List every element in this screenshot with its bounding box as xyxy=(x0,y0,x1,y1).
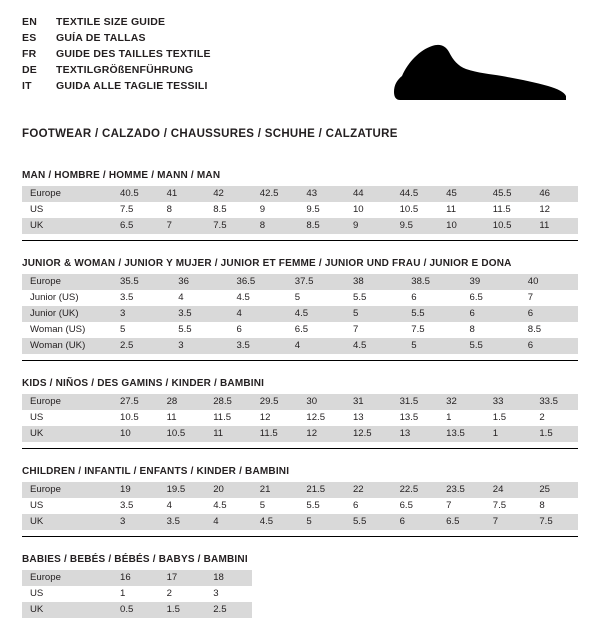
size-cell: 12 xyxy=(252,410,299,426)
size-cell-empty xyxy=(345,570,392,586)
size-cell: 44 xyxy=(345,186,392,202)
section-divider xyxy=(22,240,578,241)
size-cell: 4.5 xyxy=(345,338,403,354)
section-kids xyxy=(22,378,578,449)
size-cell: 4 xyxy=(159,498,206,514)
size-cell: 5 xyxy=(345,306,403,322)
size-cell: 19 xyxy=(112,482,159,498)
table-row xyxy=(22,306,578,322)
size-cell: 8 xyxy=(159,202,206,218)
size-cell: 7.5 xyxy=(531,514,578,530)
size-cell: 12.5 xyxy=(345,426,392,442)
size-cell: 11.5 xyxy=(205,410,252,426)
size-cell: 4 xyxy=(229,306,287,322)
size-cell: 12 xyxy=(531,202,578,218)
language-title: TEXTILE SIZE GUIDE xyxy=(56,16,166,28)
size-cell: 7 xyxy=(159,218,206,234)
size-cell-empty xyxy=(345,602,392,618)
size-cell: 6.5 xyxy=(392,498,439,514)
size-cell: 7 xyxy=(520,290,578,306)
size-cell: 29.5 xyxy=(252,394,299,410)
category-title: FOOTWEAR / CALZADO / CHAUSSURES / SCHUHE / CALZATURE xyxy=(22,128,398,140)
size-table-children xyxy=(22,482,578,530)
row-label: Europe xyxy=(22,482,112,498)
size-cell: 8 xyxy=(462,322,520,338)
row-label: US xyxy=(22,410,112,426)
size-cell: 31.5 xyxy=(392,394,439,410)
size-cell: 32 xyxy=(438,394,485,410)
size-cell: 38 xyxy=(345,274,403,290)
size-cell: 4 xyxy=(205,514,252,530)
row-label: Woman (US) xyxy=(22,322,112,338)
section-babies xyxy=(22,554,578,618)
language-title: GUIDA ALLE TAGLIE TESSILI xyxy=(56,80,208,92)
size-table-junior-woman xyxy=(22,274,578,354)
size-cell: 36.5 xyxy=(229,274,287,290)
size-cell: 6 xyxy=(403,290,461,306)
size-cell: 37.5 xyxy=(287,274,345,290)
size-cell: 27.5 xyxy=(112,394,159,410)
language-row xyxy=(22,32,211,48)
size-cell: 13.5 xyxy=(392,410,439,426)
language-code: IT xyxy=(22,80,32,92)
section-divider xyxy=(22,536,578,537)
size-cell: 23.5 xyxy=(438,482,485,498)
row-label: UK xyxy=(22,514,112,530)
size-cell: 11 xyxy=(438,202,485,218)
size-cell: 1.5 xyxy=(159,602,206,618)
size-cell: 4.5 xyxy=(205,498,252,514)
section-divider xyxy=(22,448,578,449)
size-cell: 6 xyxy=(392,514,439,530)
size-cell: 33 xyxy=(485,394,532,410)
size-cell: 5.5 xyxy=(170,322,228,338)
size-cell: 7.5 xyxy=(485,498,532,514)
size-cell: 42.5 xyxy=(252,186,299,202)
size-cell: 5 xyxy=(252,498,299,514)
size-cell: 6 xyxy=(229,322,287,338)
size-cell-empty xyxy=(392,570,439,586)
size-cell: 45 xyxy=(438,186,485,202)
size-cell: 36 xyxy=(170,274,228,290)
size-cell: 7 xyxy=(438,498,485,514)
size-cell: 21.5 xyxy=(298,482,345,498)
size-cell-empty xyxy=(485,570,532,586)
size-cell: 3 xyxy=(205,586,252,602)
size-cell: 28.5 xyxy=(205,394,252,410)
size-cell: 40 xyxy=(520,274,578,290)
size-table-man xyxy=(22,186,578,234)
size-cell: 46 xyxy=(531,186,578,202)
section-man xyxy=(22,170,578,241)
size-cell: 6 xyxy=(462,306,520,322)
size-cell: 6 xyxy=(345,498,392,514)
size-cell: 0.5 xyxy=(112,602,159,618)
size-cell: 5.5 xyxy=(462,338,520,354)
size-cell: 1 xyxy=(112,586,159,602)
size-cell: 10 xyxy=(345,202,392,218)
size-cell: 35.5 xyxy=(112,274,170,290)
size-cell: 2 xyxy=(531,410,578,426)
language-row xyxy=(22,64,211,80)
size-cell: 5 xyxy=(287,290,345,306)
size-cell: 24 xyxy=(485,482,532,498)
size-cell: 10.5 xyxy=(112,410,159,426)
table-row xyxy=(22,410,578,426)
size-cell: 33.5 xyxy=(531,394,578,410)
size-cell-empty xyxy=(438,570,485,586)
section-divider xyxy=(22,360,578,361)
size-cell: 1 xyxy=(485,426,532,442)
size-cell: 30 xyxy=(298,394,345,410)
size-cell: 5 xyxy=(403,338,461,354)
language-title: GUÍA DE TALLAS xyxy=(56,32,146,44)
size-cell: 44.5 xyxy=(392,186,439,202)
row-label: Europe xyxy=(22,274,112,290)
size-cell: 11.5 xyxy=(485,202,532,218)
size-cell-empty xyxy=(252,570,299,586)
size-cell: 11 xyxy=(531,218,578,234)
size-cell-empty xyxy=(392,602,439,618)
size-cell: 40.5 xyxy=(112,186,159,202)
size-cell: 38.5 xyxy=(403,274,461,290)
row-label: Junior (US) xyxy=(22,290,112,306)
size-cell: 11.5 xyxy=(252,426,299,442)
size-cell: 4.5 xyxy=(229,290,287,306)
size-cell-empty xyxy=(485,602,532,618)
size-cell-empty xyxy=(531,602,578,618)
size-cell: 9.5 xyxy=(298,202,345,218)
size-cell: 8.5 xyxy=(298,218,345,234)
row-label: Europe xyxy=(22,570,112,586)
section-title: KIDS / NIÑOS / DES GAMINS / KINDER / BAMBINI xyxy=(22,378,265,389)
size-cell: 5.5 xyxy=(345,290,403,306)
size-cell: 2.5 xyxy=(112,338,170,354)
table-row xyxy=(22,482,578,498)
table-row xyxy=(22,202,578,218)
size-cell: 28 xyxy=(159,394,206,410)
size-cell: 9 xyxy=(345,218,392,234)
table-row xyxy=(22,570,578,586)
document-header xyxy=(22,16,578,120)
size-cell: 3.5 xyxy=(229,338,287,354)
size-cell: 6.5 xyxy=(287,322,345,338)
size-cell: 31 xyxy=(345,394,392,410)
size-cell: 41 xyxy=(159,186,206,202)
row-label: Junior (UK) xyxy=(22,306,112,322)
size-cell: 13.5 xyxy=(438,426,485,442)
row-label: US xyxy=(22,586,112,602)
size-cell: 6.5 xyxy=(112,218,159,234)
size-cell: 12.5 xyxy=(298,410,345,426)
language-code: EN xyxy=(22,16,37,28)
size-cell: 21 xyxy=(252,482,299,498)
size-cell-empty xyxy=(438,602,485,618)
size-cell: 10.5 xyxy=(392,202,439,218)
table-row xyxy=(22,498,578,514)
table-row xyxy=(22,338,578,354)
language-list-body xyxy=(22,16,211,96)
size-cell: 39 xyxy=(462,274,520,290)
language-code: DE xyxy=(22,64,37,76)
section-title: BABIES / BEBÉS / BÉBÉS / BABYS / BAMBINI xyxy=(22,554,248,565)
size-cell: 4 xyxy=(287,338,345,354)
size-cell: 18 xyxy=(205,570,252,586)
table-row xyxy=(22,218,578,234)
size-cell: 3.5 xyxy=(112,290,170,306)
size-cell: 45.5 xyxy=(485,186,532,202)
size-cell: 4 xyxy=(170,290,228,306)
size-cell: 7 xyxy=(485,514,532,530)
size-cell: 3.5 xyxy=(112,498,159,514)
table-row xyxy=(22,426,578,442)
size-cell: 9.5 xyxy=(392,218,439,234)
size-cell: 1.5 xyxy=(485,410,532,426)
language-row xyxy=(22,16,211,32)
language-title: TEXTILGRÖßENFÜHRUNG xyxy=(56,64,194,76)
language-code: ES xyxy=(22,32,37,44)
size-cell: 17 xyxy=(159,570,206,586)
section-title: MAN / HOMBRE / HOMME / MANN / MAN xyxy=(22,170,221,181)
size-cell: 6.5 xyxy=(462,290,520,306)
dress-shoe-icon xyxy=(386,34,576,104)
table-row xyxy=(22,394,578,410)
size-cell: 2 xyxy=(159,586,206,602)
row-label: Woman (UK) xyxy=(22,338,112,354)
size-cell: 8.5 xyxy=(205,202,252,218)
size-cell-empty xyxy=(298,570,345,586)
size-cell: 7.5 xyxy=(205,218,252,234)
size-cell: 3.5 xyxy=(170,306,228,322)
row-label: UK xyxy=(22,602,112,618)
language-row xyxy=(22,48,211,64)
size-cell: 7 xyxy=(345,322,403,338)
language-code: FR xyxy=(22,48,37,60)
size-cell: 13 xyxy=(392,426,439,442)
row-label: Europe xyxy=(22,394,112,410)
size-cell: 1 xyxy=(438,410,485,426)
table-row xyxy=(22,274,578,290)
table-row xyxy=(22,322,578,338)
size-cell-empty xyxy=(531,570,578,586)
size-cell: 22.5 xyxy=(392,482,439,498)
table-row xyxy=(22,602,578,618)
size-cell: 8.5 xyxy=(520,322,578,338)
size-cell: 6.5 xyxy=(438,514,485,530)
size-cell: 4.5 xyxy=(287,306,345,322)
row-label: US xyxy=(22,202,112,218)
size-cell: 8 xyxy=(252,218,299,234)
size-cell: 5 xyxy=(112,322,170,338)
size-cell: 5.5 xyxy=(403,306,461,322)
size-cell: 4.5 xyxy=(252,514,299,530)
row-label: UK xyxy=(22,218,112,234)
size-cell: 8 xyxy=(531,498,578,514)
size-cell-empty xyxy=(252,602,299,618)
section-children xyxy=(22,466,578,537)
size-cell: 19.5 xyxy=(159,482,206,498)
row-label: Europe xyxy=(22,186,112,202)
size-cell: 9 xyxy=(252,202,299,218)
size-cell: 3 xyxy=(170,338,228,354)
size-cell: 20 xyxy=(205,482,252,498)
language-list xyxy=(22,16,211,96)
size-cell: 6 xyxy=(520,338,578,354)
size-table-babies xyxy=(22,570,578,618)
size-cell: 5.5 xyxy=(298,498,345,514)
language-row xyxy=(22,80,211,96)
size-table-kids xyxy=(22,394,578,442)
section-junior-woman xyxy=(22,258,578,361)
size-cell: 11 xyxy=(205,426,252,442)
section-title: CHILDREN / INFANTIL / ENFANTS / KINDER / BAMBINI xyxy=(22,466,290,477)
size-cell: 11 xyxy=(159,410,206,426)
size-cell: 10 xyxy=(112,426,159,442)
size-cell: 25 xyxy=(531,482,578,498)
size-cell: 10.5 xyxy=(159,426,206,442)
size-cell: 7.5 xyxy=(403,322,461,338)
size-cell: 7.5 xyxy=(112,202,159,218)
section-title: JUNIOR & WOMAN / JUNIOR Y MUJER / JUNIOR ET FEMME / JUNIOR UND FRAU / JUNIOR E DONA xyxy=(22,258,512,269)
language-title: GUIDE DES TAILLES TEXTILE xyxy=(56,48,211,60)
size-cell: 3 xyxy=(112,306,170,322)
size-cell: 22 xyxy=(345,482,392,498)
row-label: UK xyxy=(22,426,112,442)
table-row xyxy=(22,514,578,530)
size-cell: 5 xyxy=(298,514,345,530)
size-cell: 12 xyxy=(298,426,345,442)
size-cell: 5.5 xyxy=(345,514,392,530)
size-cell: 43 xyxy=(298,186,345,202)
table-row xyxy=(22,290,578,306)
size-cell: 3.5 xyxy=(159,514,206,530)
size-cell: 42 xyxy=(205,186,252,202)
size-cell: 6 xyxy=(520,306,578,322)
size-cell: 3 xyxy=(112,514,159,530)
size-cell: 10 xyxy=(438,218,485,234)
size-cell: 10.5 xyxy=(485,218,532,234)
size-cell: 16 xyxy=(112,570,159,586)
row-label: US xyxy=(22,498,112,514)
size-cell-empty xyxy=(298,602,345,618)
size-cell: 1.5 xyxy=(531,426,578,442)
size-cell: 13 xyxy=(345,410,392,426)
size-cell: 2.5 xyxy=(205,602,252,618)
table-row xyxy=(22,186,578,202)
